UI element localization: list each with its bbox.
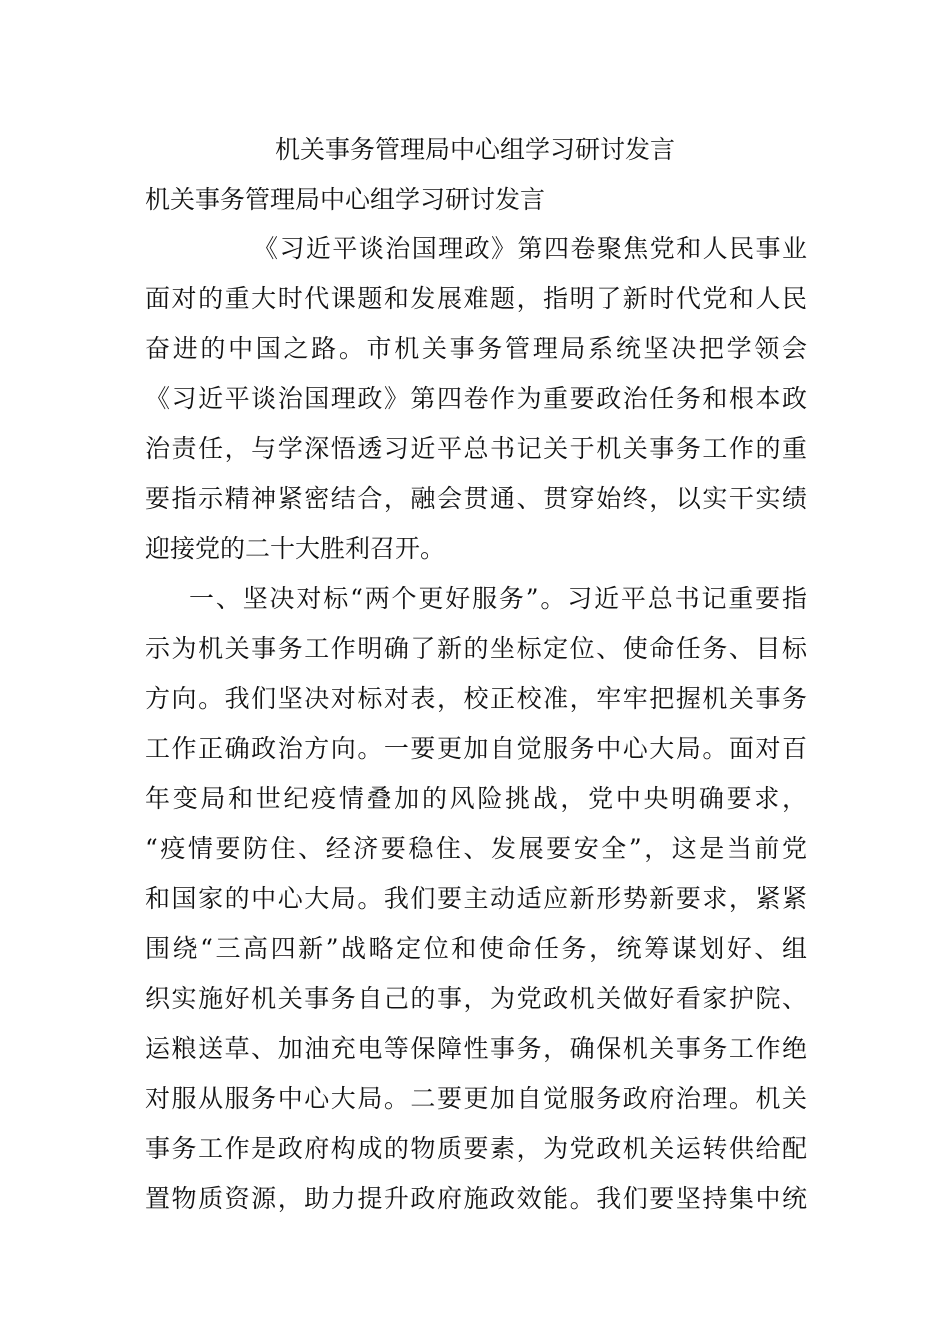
body-line: 方向。我们坚决对标对表，校正校准，牢牢把握机关事务	[145, 684, 807, 713]
body-line: 迎接党的二十大胜利召开。	[145, 534, 446, 563]
body-line: 《习近平谈治国理政》第四卷聚焦党和人民事业	[253, 234, 807, 263]
body-line: 事务工作是政府构成的物质要素，为党政机关运转供给配	[145, 1134, 807, 1163]
body-line: 面对的重大时代课题和发展难题，指明了新时代党和人民	[145, 284, 807, 313]
body-line: 一、坚决对标“两个更好服务”。习近平总书记重要指	[189, 584, 807, 613]
document-body	[145, 224, 807, 1224]
body-line: 织实施好机关事务自己的事，为党政机关做好看家护院、	[145, 984, 807, 1013]
body-line: 运粮送草、加油充电等保障性事务，确保机关事务工作绝	[145, 1034, 807, 1063]
body-line: 工作正确政治方向。一要更加自觉服务中心大局。面对百	[145, 734, 807, 763]
document-title: 机关事务管理局中心组学习研讨发言	[274, 135, 675, 164]
body-line: 对服从服务中心大局。二要更加自觉服务政府治理。机关	[145, 1084, 807, 1113]
body-line: 置物质资源，助力提升政府施政效能。我们要坚持集中统	[145, 1184, 807, 1213]
body-line: “疫情要防住、经济要稳住、发展要安全”，这是当前党	[145, 834, 807, 863]
body-line: 《习近平谈治国理政》第四卷作为重要政治任务和根本政	[145, 384, 807, 413]
body-line: 奋进的中国之路。市机关事务管理局系统坚决把学领会	[145, 334, 807, 363]
body-line: 围绕“三高四新”战略定位和使命任务，统筹谋划好、组	[145, 934, 807, 963]
body-line: 治责任，与学深悟透习近平总书记关于机关事务工作的重	[145, 434, 807, 463]
body-line: 要指示精神紧密结合，融会贯通、贯穿始终，以实干实绩	[145, 484, 807, 513]
body-line: 示为机关事务工作明确了新的坐标定位、使命任务、目标	[145, 634, 807, 663]
document-subtitle: 机关事务管理局中心组学习研讨发言	[145, 185, 546, 214]
body-line: 和国家的中心大局。我们要主动适应新形势新要求，紧紧	[145, 884, 807, 913]
body-line: 年变局和世纪疫情叠加的风险挑战，党中央明确要求，	[145, 784, 807, 813]
